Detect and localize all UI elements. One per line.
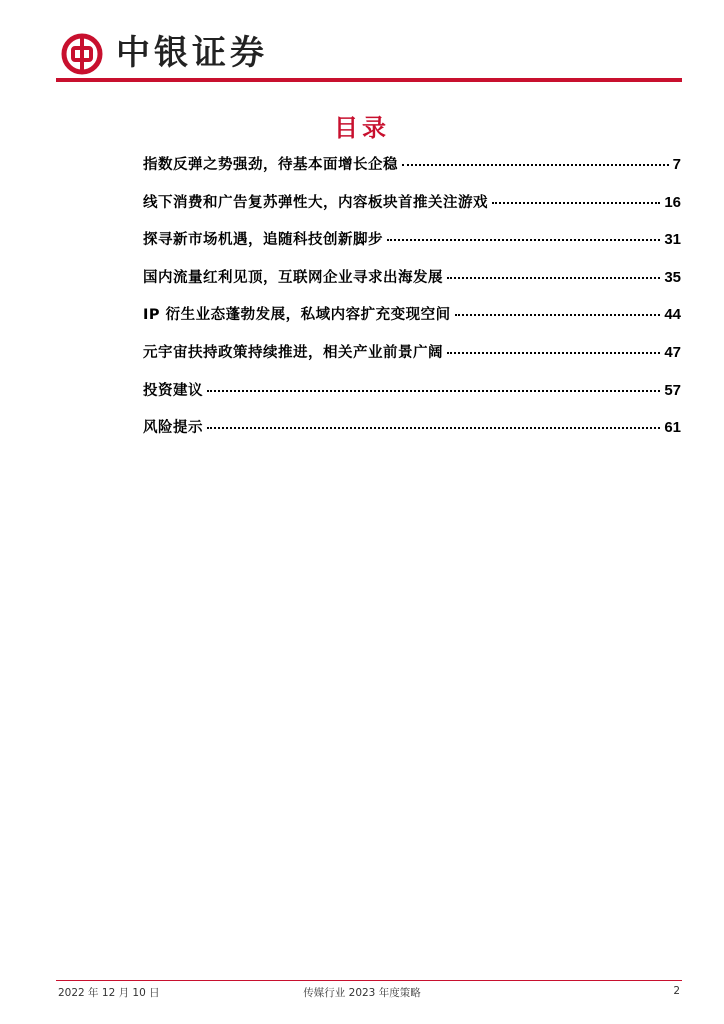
toc-entry[interactable]	[143, 153, 681, 191]
toc-entry[interactable]	[143, 228, 681, 266]
toc-entry[interactable]	[143, 191, 681, 229]
footer-report-title: 传媒行业 2023 年度策略	[303, 987, 421, 999]
page-header	[56, 26, 682, 82]
toc-dot-leader	[207, 390, 660, 392]
toc-entry-page: 31	[664, 231, 681, 249]
toc-entry-text: 风险提示	[143, 420, 203, 437]
footer-rule	[56, 980, 682, 981]
toc-entry-page: 61	[664, 419, 681, 437]
toc-entry-page: 57	[664, 381, 681, 399]
toc-entry-page: 7	[672, 156, 681, 173]
footer-page-number: 2	[673, 985, 680, 997]
toc-entry-page: 44	[664, 306, 681, 324]
toc-dot-leader	[387, 239, 660, 241]
toc-entry-page: 16	[664, 193, 681, 211]
toc-entry[interactable]	[143, 379, 681, 417]
toc-entry-text: 元宇宙扶持政策持续推进，相关产业前景广阔	[143, 344, 443, 361]
toc-entry[interactable]	[143, 416, 681, 454]
toc-entry-text: 指数反弹之势强劲，待基本面增长企稳	[143, 157, 398, 173]
toc-entry[interactable]	[143, 341, 681, 379]
toc-entry-text: 投资建议	[143, 382, 203, 399]
brand-name: 中银证券	[116, 33, 268, 73]
toc-entry-page: 47	[664, 343, 681, 361]
bank-of-china-logo-icon	[61, 33, 103, 75]
toc-dot-leader	[447, 352, 660, 354]
toc-entry-text: 线下消费和广告复苏弹性大，内容板块首推关注游戏	[143, 194, 488, 211]
toc-title: 目录	[334, 114, 390, 142]
footer-date: 2022 年 12 月 10 日	[58, 987, 160, 999]
table-of-contents	[143, 153, 681, 454]
toc-entry-text: IP 衍生业态蓬勃发展，私域内容扩充变现空间	[143, 307, 451, 324]
toc-dot-leader	[402, 164, 669, 166]
toc-dot-leader	[455, 314, 661, 316]
toc-entry[interactable]	[143, 266, 681, 304]
toc-entry-text: 国内流量红利见顶，互联网企业寻求出海发展	[143, 269, 443, 286]
header-rule	[56, 78, 682, 82]
toc-entry-page: 35	[664, 268, 681, 286]
toc-entry-text: 探寻新市场机遇，追随科技创新脚步	[143, 232, 383, 249]
toc-entry[interactable]	[143, 303, 681, 341]
toc-dot-leader	[207, 427, 660, 429]
toc-dot-leader	[447, 277, 660, 279]
toc-dot-leader	[492, 202, 660, 204]
